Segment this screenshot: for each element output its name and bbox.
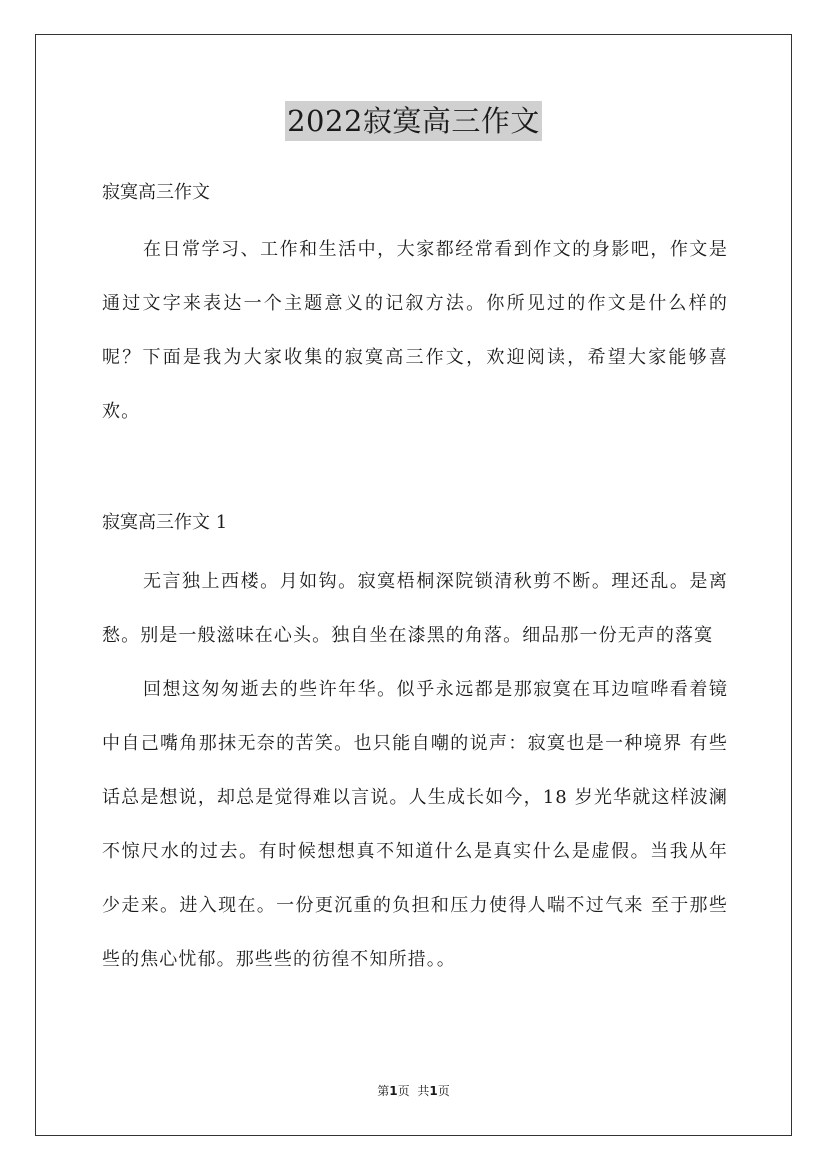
section-paragraph-1: 无言独上西楼。月如钩。寂寞梧桐深院锁清秋剪不断。理还乱。是离愁。别是一般滋味在心头。独自坐在漆黑的角落。细品那一份无声的落寞 [102,571,728,646]
page-number: 1 [389,1084,398,1098]
section-paragraph-2: 回想这匆匆逝去的些许年华。似乎永远都是那寂寞在耳边喧哗看着镜中自己嘴角那抹无奈的苦笑。也只能自嘲的说声：寂寞也是一种境界 有些话总是想说，却总是觉得难以言说。人生成长如今，18 岁光华就这样波澜不惊尺水的过去。有时候想想真不知道什么是真实什么是虚假。当我从年少走来。进入现在。一份更沉重的负担和压力使得人喘不过气来 至于那些些的焦心忧郁。那些些的彷徨不知所措。。 [102,679,728,970]
page-prefix: 第 [377,1084,390,1098]
page-suffix: 页 [397,1084,410,1098]
intro-heading: 寂寞高三作文 [102,182,210,203]
total-prefix: 共 [417,1084,430,1098]
total-suffix: 页 [437,1084,450,1098]
total-pages: 1 [429,1084,438,1098]
intro-paragraph: 在日常学习、工作和生活中，大家都经常看到作文的身影吧，作文是通过文字来表达一个主题意义的记叙方法。你所见过的作文是什么样的呢？下面是我为大家收集的寂寞高三作文，欢迎阅读，希望大家能够喜欢。 [102,239,728,422]
document-title: 2022寂寞高三作文 [285,101,542,141]
section-heading: 寂寞高三作文 1 [102,512,228,533]
title-container [0,101,827,141]
page-footer [0,1083,827,1099]
document-body [102,175,728,987]
